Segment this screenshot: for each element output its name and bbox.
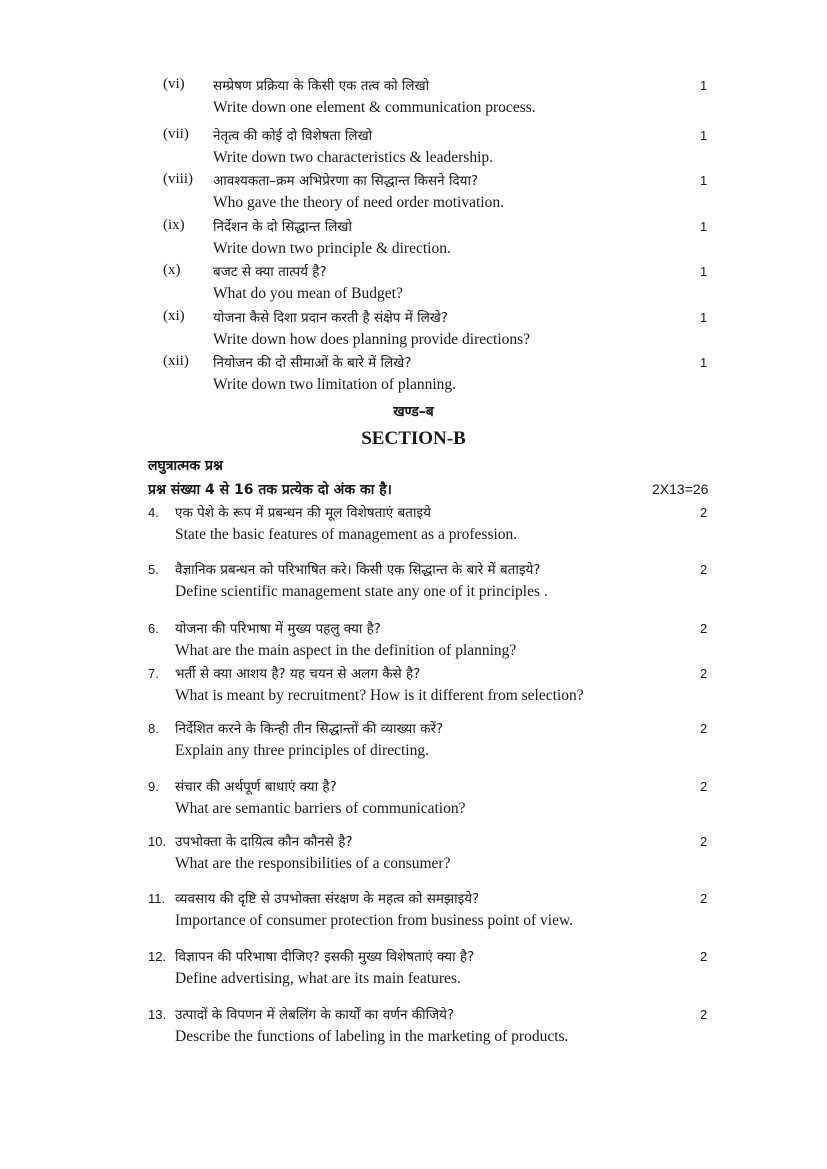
question-number: (viii): [163, 171, 193, 187]
question-number: 11.: [148, 891, 166, 906]
question-number: (xii): [163, 353, 189, 369]
question-marks: 2: [700, 721, 708, 736]
question-hindi: आवश्यकता–क्रम अभिप्रेरणा का सिद्धान्त किसने दिया?: [213, 173, 479, 189]
question-hindi: योजना कैसे दिशा प्रदान करती है संक्षेप में लिखे?: [213, 310, 448, 326]
question-english: What is meant by recruitment? How is it different from selection?: [175, 687, 584, 704]
question-english: What are the responsibilities of a consumer?: [175, 855, 451, 872]
question-marks: 2: [700, 779, 708, 794]
question-english: What are the main aspect in the definition of planning?: [175, 642, 517, 659]
question-marks: 2: [700, 505, 708, 520]
question-marks: 2: [700, 949, 708, 964]
question-hindi: विज्ञापन की परिभाषा दीजिए? इसकी मुख्य विशेषताएं क्या है?: [175, 949, 475, 965]
section-b-heading-hindi: खण्ड–ब: [393, 404, 434, 420]
question-english: Who gave the theory of need order motivation.: [213, 194, 504, 211]
question-number: (vi): [163, 76, 185, 92]
question-marks: 2: [700, 1007, 708, 1022]
question-marks: 1: [700, 173, 708, 188]
question-english: Explain any three principles of directing.: [175, 742, 429, 759]
question-hindi: बजट से क्या तात्पर्य है?: [213, 264, 327, 280]
question-marks: 1: [700, 310, 708, 325]
section-b-total-marks: 2X13=26: [652, 481, 709, 497]
question-number: 8.: [148, 721, 159, 736]
question-english: Define scientific management state any one of it principles .: [175, 583, 548, 600]
question-hindi: निर्देशित करने के किन्ही तीन सिद्धान्तों की व्याख्या करें?: [175, 721, 444, 737]
question-hindi: निर्देशन के दो सिद्धान्त लिखो: [213, 219, 352, 235]
question-hindi: एक पेशे के रूप में प्रबन्धन की मूल विशेषताएं बताइये: [175, 505, 431, 521]
question-hindi: सम्प्रेषण प्रक्रिया के किसी एक तत्व को लिखो: [213, 78, 430, 94]
question-marks: 1: [700, 355, 708, 370]
question-marks: 2: [700, 562, 708, 577]
section-b-subheading: लघुत्रात्मक प्रश्न: [148, 458, 223, 474]
question-hindi: व्यवसाय की दृष्टि से उपभोक्ता संरक्षण के महत्व को समझाइये?: [175, 891, 480, 907]
question-hindi: उत्पादों के विपणन में लेबलिंग के कार्यों का वर्णन कीजिये?: [175, 1007, 455, 1023]
question-english: Importance of consumer protection from business point of view.: [175, 912, 574, 929]
question-english: Write down two limitation of planning.: [213, 376, 457, 393]
question-number: 6.: [148, 621, 159, 636]
question-marks: 2: [700, 621, 708, 636]
question-number: 10.: [148, 834, 167, 849]
question-hindi: नेतृत्व की कोई दो विशेषता लिखो: [213, 128, 373, 144]
question-english: Write down one element & communication process.: [213, 99, 536, 116]
question-marks: 2: [700, 666, 708, 681]
question-marks: 1: [700, 219, 708, 234]
question-english: State the basic features of management as a profession.: [175, 526, 518, 543]
question-hindi: संचार की अर्थपूर्ण बाधाएं क्या है?: [175, 779, 337, 795]
question-marks: 1: [700, 264, 708, 279]
question-marks: 1: [700, 78, 708, 93]
question-english: What do you mean of Budget?: [213, 285, 403, 302]
question-marks: 1: [700, 128, 708, 143]
question-number: (ix): [163, 217, 185, 233]
question-number: (xi): [163, 308, 185, 324]
question-hindi: भर्ती से क्या आशय है? यह चयन से अलग कैसे है?: [175, 666, 421, 682]
question-marks: 2: [700, 834, 708, 849]
question-hindi: नियोजन की दो सीमाओं के बारे में लिखे?: [213, 355, 412, 371]
question-hindi: वैज्ञानिक प्रबन्धन को परिभाषित करे। किसी एक सिद्धान्त के बारे में बताइये?: [175, 562, 541, 578]
question-marks: 2: [700, 891, 708, 906]
question-number: 9.: [148, 779, 159, 794]
question-number: 12.: [148, 949, 167, 964]
question-english: Write down two characteristics & leadership.: [213, 149, 493, 166]
question-number: 7.: [148, 666, 159, 681]
question-english: Define advertising, what are its main features.: [175, 970, 461, 987]
question-number: 13.: [148, 1007, 167, 1022]
question-number: (x): [163, 262, 181, 278]
question-number: (vii): [163, 126, 189, 142]
question-number: 4.: [148, 505, 159, 520]
question-number: 5.: [148, 562, 159, 577]
section-b-heading-english: SECTION-B: [361, 428, 466, 449]
question-english: Describe the functions of labeling in the marketing of products.: [175, 1028, 569, 1045]
question-english: Write down how does planning provide directions?: [213, 331, 531, 348]
question-hindi: योजना की परिभाषा में मुख्य पहलु क्या है?: [175, 621, 381, 637]
question-hindi: उपभोक्ता के दायित्व कौन कौनसे है?: [175, 834, 353, 850]
question-english: Write down two principle & direction.: [213, 240, 451, 257]
question-english: What are semantic barriers of communication?: [175, 800, 466, 817]
section-b-instruction: प्रश्न संख्या 4 से 16 तक प्रत्येक दो अंक का है।: [148, 482, 392, 498]
